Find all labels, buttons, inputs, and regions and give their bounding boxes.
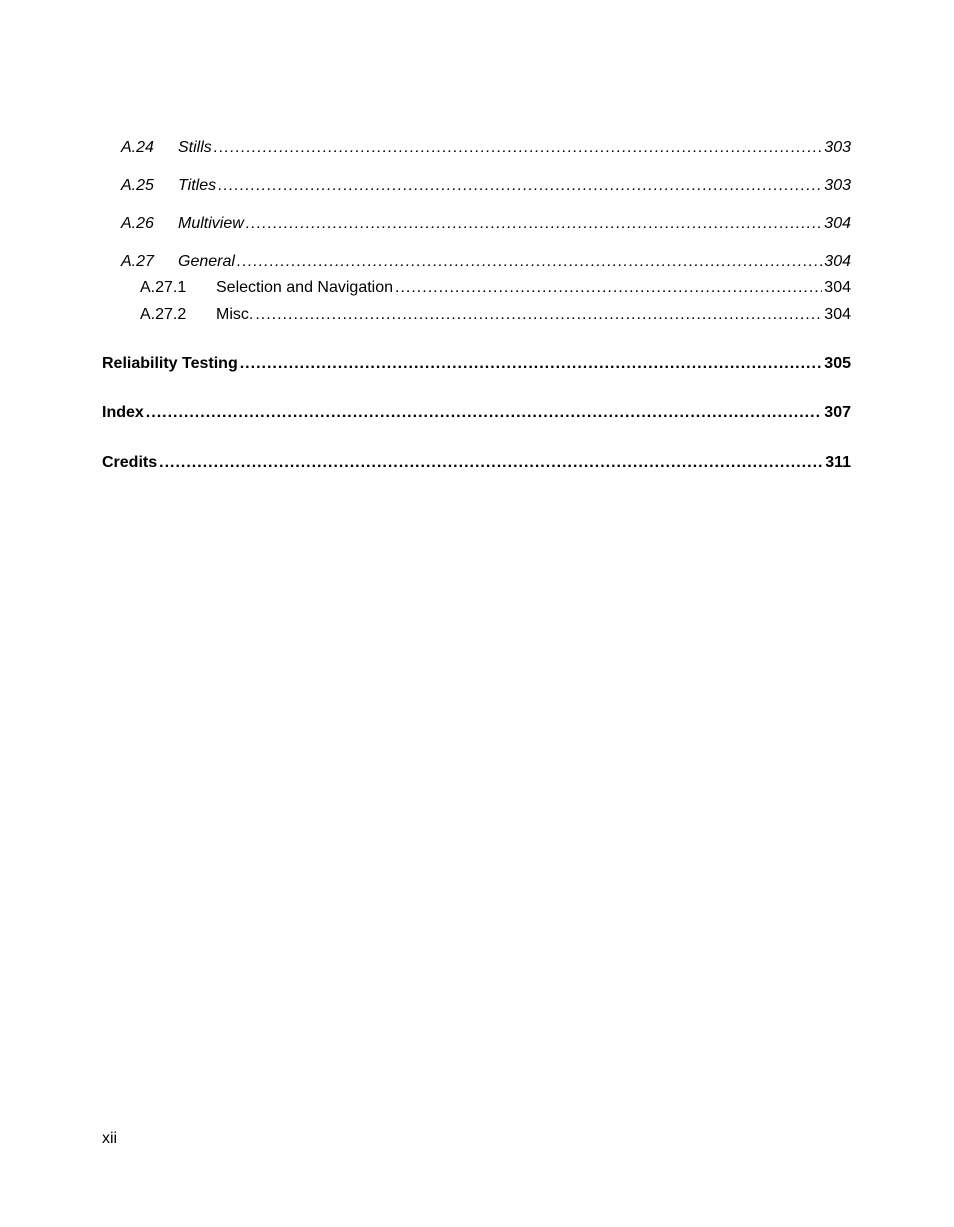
toc-entry-page: 304 (824, 279, 851, 296)
toc-chapter-index[interactable] (102, 403, 851, 423)
toc-entry-page: 303 (824, 139, 851, 156)
dot-leader (146, 403, 823, 423)
dot-leader (218, 176, 822, 196)
toc-entry-page: 304 (824, 306, 851, 323)
toc-entry-page: 304 (824, 253, 851, 270)
toc-entry-a26[interactable] (121, 214, 851, 234)
toc-entry-title: Titles (178, 177, 217, 194)
dot-leader (240, 354, 823, 374)
dot-leader (237, 252, 822, 272)
toc-chapter-reliability-testing[interactable] (102, 354, 851, 374)
toc-entry-a27-2[interactable] (140, 305, 851, 325)
dot-leader (395, 278, 822, 298)
toc-entry-a27[interactable] (121, 252, 851, 272)
dot-leader (255, 305, 822, 325)
toc-chapter-credits[interactable] (102, 453, 851, 473)
toc-entry-page: 303 (824, 177, 851, 194)
toc-entry-number: A.27.2 (140, 306, 187, 323)
dot-leader (159, 453, 823, 473)
toc-entry-title: Multiview (178, 215, 244, 232)
toc-entry-number: A.27 (121, 253, 154, 270)
dot-leader (246, 214, 823, 234)
page-number: xii (102, 1130, 118, 1147)
toc-entry-number: A.25 (121, 177, 154, 194)
toc-entry-number: A.27.1 (140, 279, 187, 296)
toc-entry-number: A.24 (121, 139, 154, 156)
toc-entry-a27-1[interactable] (140, 278, 851, 298)
toc-entry-title: Stills (178, 139, 212, 156)
toc-entry-a25[interactable] (121, 176, 851, 196)
toc-chapter-page: 311 (825, 454, 851, 471)
toc-entry-title: Misc. (216, 306, 254, 323)
toc-entry-page: 304 (824, 215, 851, 232)
toc-chapter-page: 305 (824, 355, 851, 372)
toc-chapter-title: Credits (102, 454, 158, 471)
toc-entry-title: Selection and Navigation (216, 279, 394, 296)
dot-leader (214, 138, 823, 158)
toc-entry-number: A.26 (121, 215, 154, 232)
toc-chapter-title: Index (102, 404, 144, 421)
toc-entry-title: General (178, 253, 235, 270)
toc-chapter-page: 307 (824, 404, 851, 421)
toc-chapter-title: Reliability Testing (102, 355, 238, 372)
toc-entry-a24[interactable] (121, 138, 851, 158)
